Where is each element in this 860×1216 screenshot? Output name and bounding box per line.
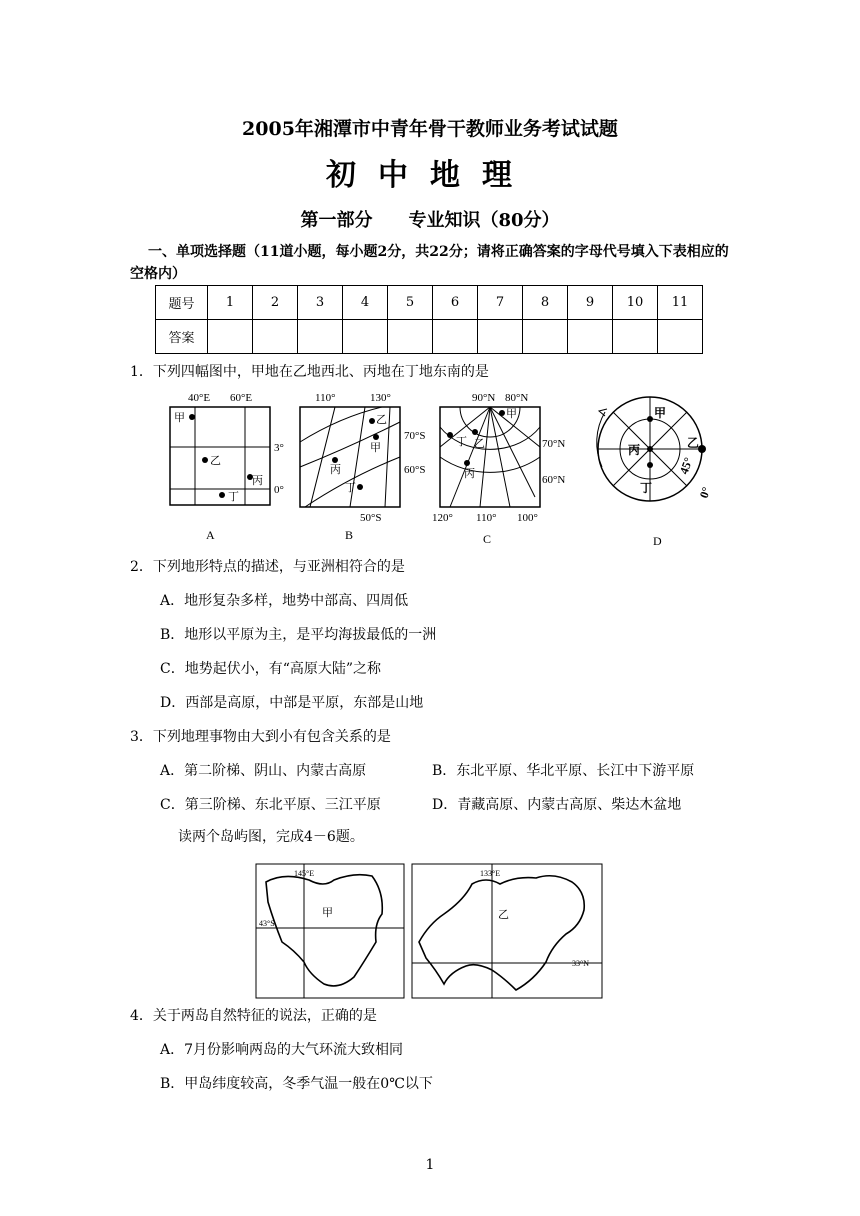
c-p2: 丁 xyxy=(456,436,467,448)
d-p3: 丙 xyxy=(628,443,641,457)
table-cell: 题号 xyxy=(156,286,208,320)
question-3: 3．下列地理事物由大到小有包含关系的是 xyxy=(130,729,391,745)
panel-letter-c: C xyxy=(483,532,492,546)
answer-cell[interactable] xyxy=(298,320,343,354)
a-lon1: 40°E xyxy=(188,392,211,404)
c-b3: 100° xyxy=(517,512,538,524)
subject-title: 初中地理 xyxy=(326,158,534,193)
c-p3: 乙 xyxy=(474,438,485,450)
table-cell: 答案 xyxy=(156,320,208,354)
panel-letter-d: D xyxy=(653,534,662,548)
table-row xyxy=(156,320,703,354)
a-lon2: 60°E xyxy=(230,392,253,404)
question-1: 1．下列四幅图中，甲地在乙地西北、丙地在丁地东南的是 xyxy=(130,364,489,380)
figure-1-maps xyxy=(150,387,750,552)
q3-option-c: C．第三阶梯、东北平原、三江平原 xyxy=(160,797,381,813)
answer-cell[interactable] xyxy=(523,320,568,354)
a-p2: 乙 xyxy=(210,455,221,467)
table-cell: 9 xyxy=(568,286,613,320)
q2-option-a: A．地形复杂多样，地势中部高、四周低 xyxy=(160,593,409,609)
page-number: 1 xyxy=(425,1157,435,1173)
c-lat2: 60°N xyxy=(542,474,566,486)
a-p4: 丁 xyxy=(228,491,239,503)
table-cell: 10 xyxy=(613,286,658,320)
table-cell: 6 xyxy=(433,286,478,320)
c-top2: 80°N xyxy=(505,392,529,404)
b-p2: 甲 xyxy=(370,442,381,454)
table-cell: 11 xyxy=(658,286,703,320)
b-lat2: 60°S xyxy=(404,464,426,476)
exam-title: 2005年湘潭市中青年骨干教师业务考试试题 xyxy=(242,118,618,140)
d-deg1: 45° xyxy=(676,455,696,477)
island-map-left xyxy=(256,864,404,998)
q3-option-a: A．第二阶梯、阴山、内蒙古高原 xyxy=(160,763,367,779)
q2-option-b: B．地形以平原为主，是平均海拔最低的一洲 xyxy=(160,627,437,643)
b-p3: 丙 xyxy=(330,464,341,476)
d-p2: 乙 xyxy=(687,436,700,450)
q3-option-b: B．东北平原、华北平原、长江中下游平原 xyxy=(432,763,695,779)
c-b1: 120° xyxy=(432,512,453,524)
b-p1: 乙 xyxy=(376,414,387,426)
answer-cell[interactable] xyxy=(343,320,388,354)
b-lat1: 70°S xyxy=(404,430,426,442)
right-lat: 33°N xyxy=(572,959,589,968)
panel-letter-b: B xyxy=(345,528,354,542)
island-map-right xyxy=(412,864,602,998)
a-lat2: 0° xyxy=(274,484,284,496)
right-label: 乙 xyxy=(498,909,509,921)
q4-option-b: B．甲岛纬度较高，冬季气温一般在0℃以下 xyxy=(160,1076,433,1092)
q2-option-d: D．西部是高原，中部是平原，东部是山地 xyxy=(160,695,424,711)
q3-option-d: D．青藏高原、内蒙古高原、柴达木盆地 xyxy=(432,797,682,813)
map-panel-b xyxy=(300,392,426,542)
c-b2: 110° xyxy=(476,512,497,524)
table-row xyxy=(156,286,703,320)
answer-cell[interactable] xyxy=(478,320,523,354)
c-p4: 丙 xyxy=(464,468,475,480)
answer-table xyxy=(155,285,703,354)
table-cell: 1 xyxy=(208,286,253,320)
c-p1: 甲 xyxy=(506,408,517,420)
map-panel-d xyxy=(597,397,714,548)
table-cell: 3 xyxy=(298,286,343,320)
c-top1: 90°N xyxy=(472,392,496,404)
part-title: 第一部分 专业知识（80分） xyxy=(300,210,560,231)
q2-option-c: C．地势起伏小，有“高原大陆”之称 xyxy=(160,661,382,677)
q4-option-a: A．7月份影响两岛的大气环流大致相同 xyxy=(160,1042,404,1058)
question-4: 4．关于两岛自然特征的说法，正确的是 xyxy=(130,1008,377,1024)
answer-cell[interactable] xyxy=(253,320,298,354)
d-p1: 甲 xyxy=(654,406,667,420)
left-label: 甲 xyxy=(322,907,333,919)
b-p4: 丁 xyxy=(345,482,356,494)
left-lat: 43°S xyxy=(259,919,275,928)
a-p3: 丙 xyxy=(252,475,263,487)
figure-2-islands xyxy=(254,862,604,1002)
table-cell: 8 xyxy=(523,286,568,320)
table-cell: 7 xyxy=(478,286,523,320)
answer-cell[interactable] xyxy=(433,320,478,354)
d-deg2: 0° xyxy=(696,485,714,501)
answer-cell[interactable] xyxy=(388,320,433,354)
map-panel-c xyxy=(432,392,565,546)
left-lon: 145°E xyxy=(294,869,315,878)
d-p4: 丁 xyxy=(640,481,653,495)
b-lon1: 110° xyxy=(315,392,336,404)
answer-cell[interactable] xyxy=(208,320,253,354)
answer-cell[interactable] xyxy=(658,320,703,354)
map-panel-a xyxy=(170,392,284,542)
answer-cell[interactable] xyxy=(568,320,613,354)
section-heading: 一、单项选择题（11道小题，每小题2分，共22分；请将正确答案的字母代号填入下表相应的空格内） xyxy=(130,244,729,282)
a-p1: 甲 xyxy=(174,412,185,424)
table-cell: 2 xyxy=(253,286,298,320)
right-lon: 133°E xyxy=(480,869,501,878)
table-cell: 4 xyxy=(343,286,388,320)
question-2: 2．下列地形特点的描述，与亚洲相符合的是 xyxy=(130,559,405,575)
c-lat1: 70°N xyxy=(542,438,566,450)
answer-cell[interactable] xyxy=(613,320,658,354)
b-lat3: 50°S xyxy=(360,512,382,524)
b-lon2: 130° xyxy=(370,392,391,404)
panel-letter-a: A xyxy=(206,528,215,542)
a-lat1: 3° xyxy=(274,442,284,454)
table-cell: 5 xyxy=(388,286,433,320)
reading-note: 读两个岛屿图，完成4－6题。 xyxy=(178,829,364,845)
